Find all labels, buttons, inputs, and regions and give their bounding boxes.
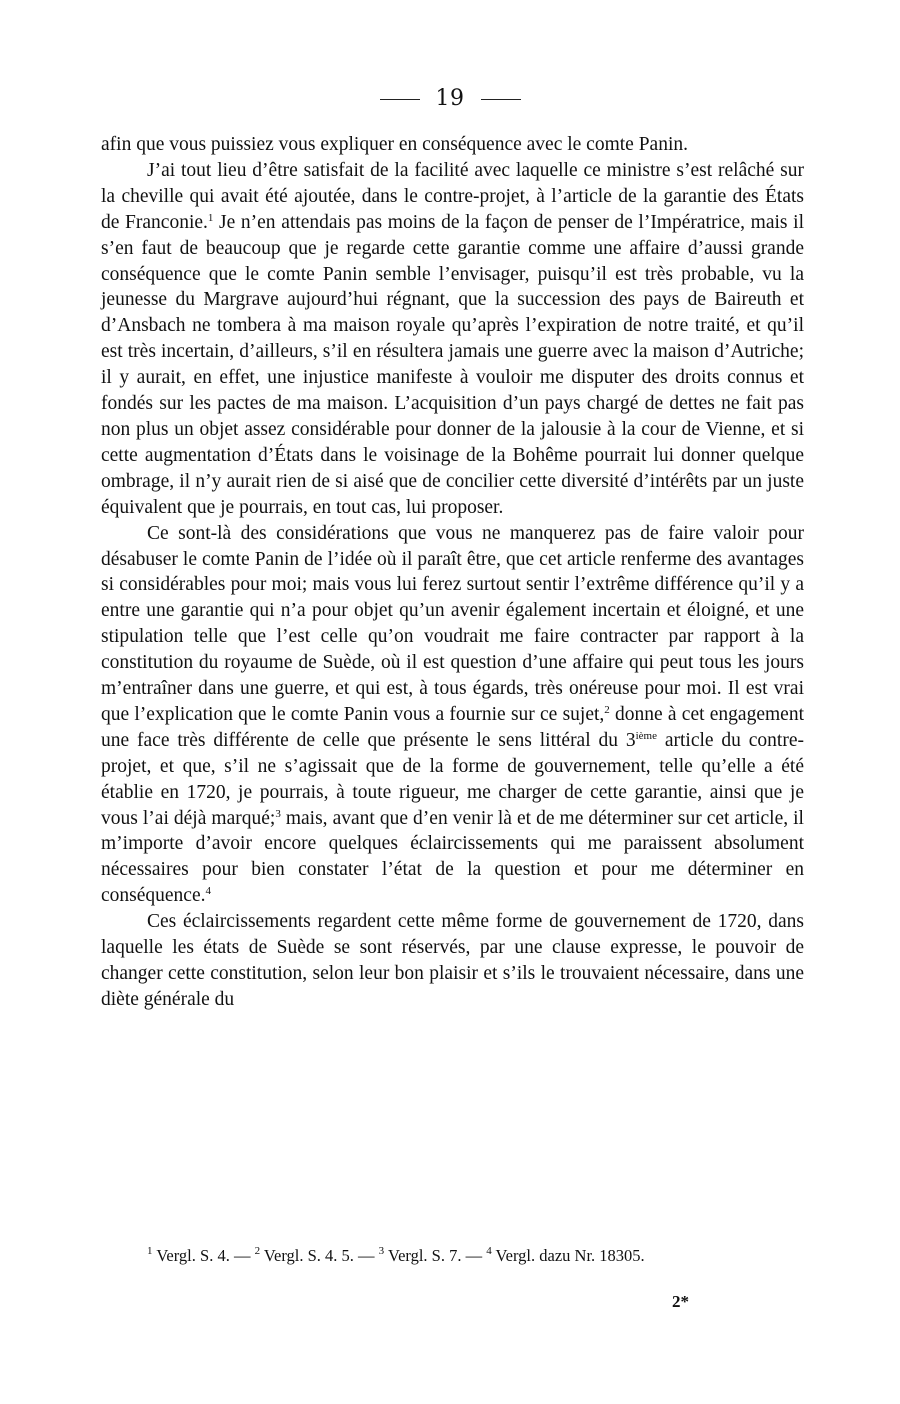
text-run: Vergl. S. 4. —: [152, 1246, 255, 1265]
text-run: article du contre-projet, et que, s’il ne s’agissait que de la forme de gouvernement, telle qu’elle a été établie en 1720, je pourrais, à toute rigueur, me charger de cette garantie, ainsi que je vous l’ai déjà marqué;: [101, 729, 804, 829]
paragraph: [101, 132, 804, 158]
footnote-line: [101, 1244, 804, 1267]
text-run: mais, avant que d’en venir là et de me déterminer sur cet article, il m’importe d’avoir encore quelques éclaircissements qui me paraissent absolument nécessaires pour bien constater l’état de la question et pour me déterminer en conséquence.: [101, 807, 804, 907]
text-run: J’ai tout lieu d’être satisfait de la facilité avec laquelle ce ministre s’est relâché sur la cheville qui avait été ajoutée, dans le contre-projet, à l’article de la garantie des États de Franconie.: [101, 159, 804, 233]
note-marker: 4: [205, 885, 211, 898]
text-run: Vergl. S. 7. —: [384, 1246, 487, 1265]
note-marker: ième: [635, 729, 657, 742]
text-run: afin que vous puissiez vous expliquer en conséquence avec le comte Panin.: [101, 134, 688, 155]
note-marker: 2: [254, 1245, 261, 1257]
note-marker: 1: [207, 211, 214, 224]
header-rule-right: [481, 99, 521, 100]
text-run: Ces éclaircissements regardent cette même forme de gouvernement de 1720, dans laquelle les états de Suède se sont réservés, par une clause expresse, le pouvoir de changer cette constitution, selon leur bon plaisir et s’ils le trouvaient nécessaire, dans une diète générale du: [101, 911, 804, 1010]
note-marker: 2: [604, 703, 610, 716]
text-run: Je n’en attendais pas moins de la façon de penser de l’Impératrice, mais il s’en faut de beaucoup que je regarde cette garantie comme une affaire d’aussi grande conséquence que le comte Panin semble l’envisager, puisqu’il est très probable, vu la jeunesse du Margrave aujourd’hui régnant, que la succession des pays de Baireuth et d’Ansbach ne tombera à ma maison royale qu’après l’expiration de notre traité, et qu’il est très incertain, d’ailleurs, s’il en résultera jamais une guerre avec la maison d’Autriche; il y aurait, en effet, une injustice manifeste à vouloir me disputer des droits connus et fondés sur les pactes de ma maison. L’acquisition d’un pays chargé de dettes ne fait pas non plus un objet assez considérable pour donner de la jalousie à la cour de Vienne, et si cette augmentation d’États dans le voisinage de la Bohême pourrait lui donner quelque ombrage, il n’y aurait rien de si aisé que de concilier cette diversité d’intérêts par un juste équivalent que je pourrais, en tout cas, lui proposer.: [101, 211, 804, 518]
page-header: [0, 86, 900, 111]
note-marker: 3: [275, 807, 281, 820]
note-marker: 4: [486, 1245, 492, 1257]
text-run: Vergl. dazu Nr. 18305.: [491, 1246, 645, 1265]
body-text: [101, 132, 804, 1013]
footnotes: [101, 1244, 804, 1267]
page-number: 19: [435, 86, 465, 111]
header-rule-left: [380, 99, 420, 100]
paragraph: [101, 521, 804, 910]
text-run: donne à cet engagement une face très différente de celle que présente le sens littéral du 3: [101, 703, 804, 751]
signature-mark: 2*: [672, 1292, 689, 1311]
text-run: Ce sont-là des considérations que vous ne manquerez pas de faire valoir pour désabuser le comte Panin de l’idée où il paraît être, que cet article renferme des avantages si considérables pour moi; mais vous lui ferez surtout sentir l’extrême différence qu’il y a entre une garantie qui n’a pour objet qu’un avenir également incertain et éloigné, et une stipulation telle que l’est celle qu’on voudrait me faire contracter par rapport à la constitution du royaume de Suède, où il est question d’une affaire qui peut tous les jours m’entraîner dans une guerre, et qui est, à tous égards, très onéreuse pour moi. Il est vrai que l’explication que le comte Panin vous a fournie sur ce sujet,: [101, 522, 804, 725]
paragraph: [101, 158, 804, 521]
note-marker: 3: [378, 1245, 385, 1257]
paragraph: [101, 909, 804, 1013]
note-marker: 1: [147, 1245, 153, 1257]
text-run: Vergl. S. 4. 5. —: [260, 1246, 379, 1265]
